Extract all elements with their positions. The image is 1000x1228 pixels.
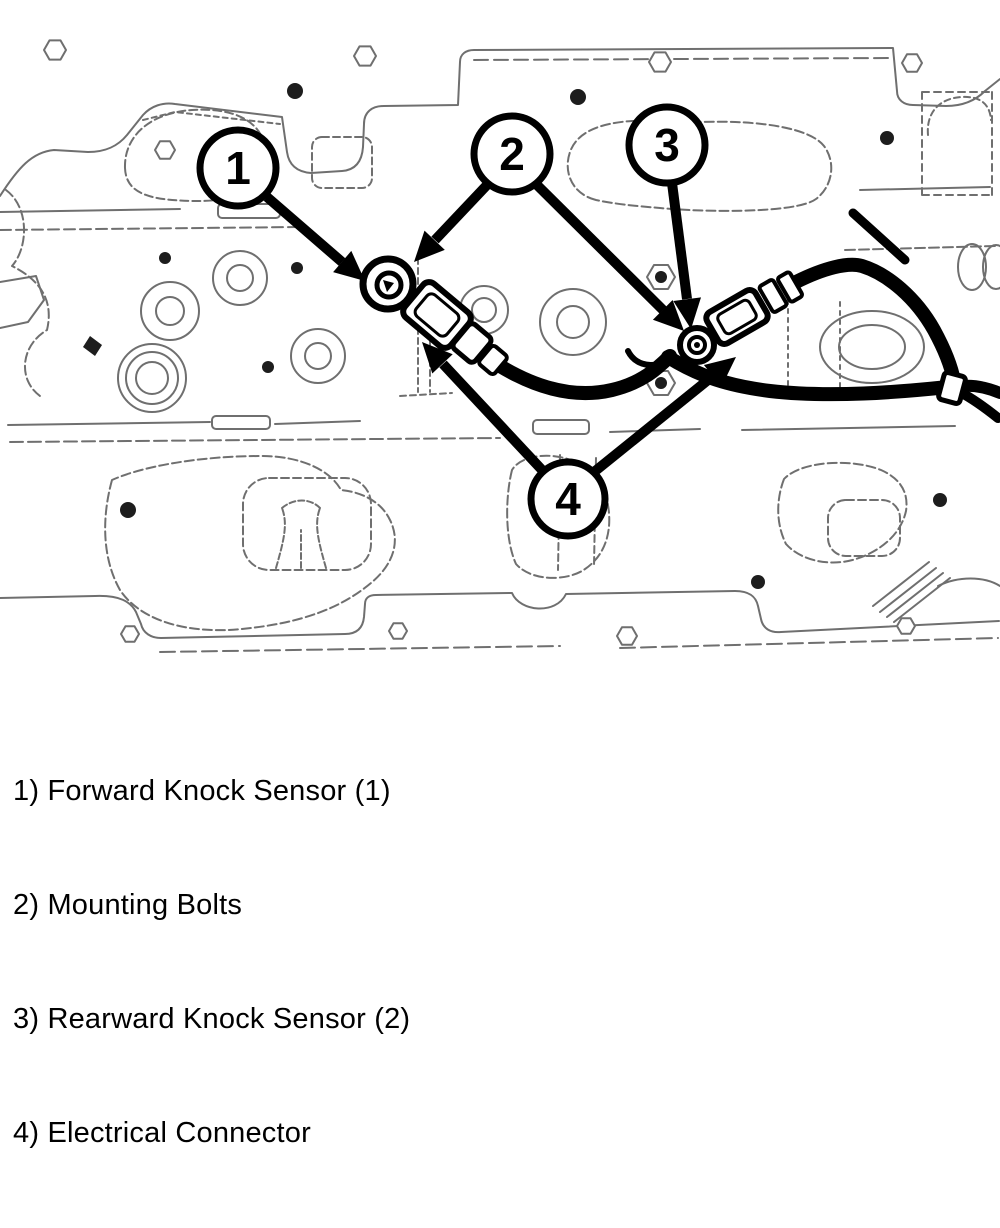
callout-3 xyxy=(629,107,705,183)
arrow-1-to-forward-sensor xyxy=(267,197,365,281)
callout-2 xyxy=(474,116,550,192)
arrow-2-to-forward-bolt xyxy=(414,185,487,262)
callout-1-number: 1 xyxy=(225,142,251,194)
callout-2-number: 2 xyxy=(499,128,525,180)
arrow-2-to-rearward-bolt xyxy=(536,184,684,331)
callout-1 xyxy=(200,130,276,206)
callout-4-number: 4 xyxy=(555,473,581,525)
legend-item-2: 2) Mounting Bolts xyxy=(13,889,243,921)
forward-sensor-electrical-connector xyxy=(400,279,508,376)
legend-item-4: 4) Electrical Connector xyxy=(13,1117,311,1149)
rearward-sensor-bolt-mark xyxy=(694,342,700,348)
legend xyxy=(13,696,410,1228)
arrow-3-to-rearward-sensor xyxy=(672,183,701,329)
legend-item-1: 1) Forward Knock Sensor (1) xyxy=(13,775,391,807)
callout-3-number: 3 xyxy=(654,119,680,171)
legend-item-3: 3) Rearward Knock Sensor (2) xyxy=(13,1003,411,1035)
callout-4 xyxy=(531,462,605,536)
